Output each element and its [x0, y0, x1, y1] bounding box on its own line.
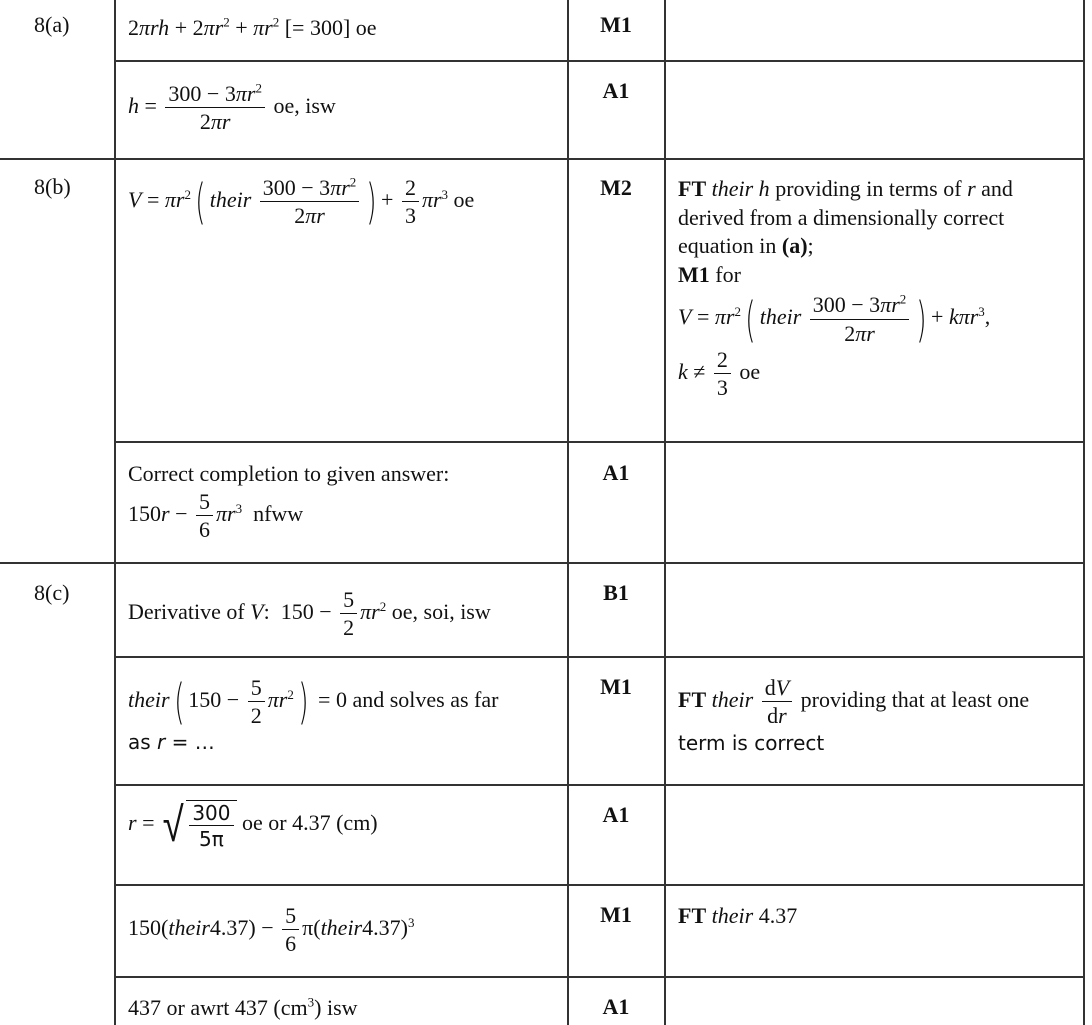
column-divider: [567, 0, 569, 1025]
column-divider: [114, 0, 116, 1025]
row-divider: [114, 884, 1084, 886]
answer-cell: Derivative of V: 150 − $\frac{5}{2}$ $\pi r^2$ oe, soi, isw: [128, 587, 491, 641]
row-divider: [0, 158, 1084, 160]
answer-line: Correct completion to given answer:: [128, 461, 450, 486]
mark-code: A1: [602, 994, 630, 1019]
answer-cell: 437 or awrt 437 $(cm^3)$ isw: [128, 994, 358, 1020]
fraction: $\frac{300 - 3\pi r^2}{2\pi r}$: [260, 176, 360, 228]
row-divider: [114, 976, 1084, 978]
question-id: 8(a): [34, 12, 70, 37]
guidance-cell: FT their 4.37: [678, 903, 798, 928]
guidance-cell: [678, 175, 1082, 400]
math-expression: 150r − $\frac{5}{6}$ $\pi r^3$ nfww: [128, 488, 304, 542]
guidance-line: FT their $\frac{dV}{dr}$ providing that at least one: [678, 675, 1030, 729]
guidance-line: FT their h providing in terms of r and: [678, 176, 1013, 201]
square-root: √ $\frac{300}{5\pi}$: [160, 800, 237, 850]
guidance-line: M1 for: [678, 261, 741, 287]
guidance-line: equation in (a);: [678, 233, 814, 259]
question-id: 8(b): [34, 174, 71, 199]
answer-cell: $V = \pi r^2$( their $\frac{300 - 3\pi r^2}{2\pi r}$ ) + $\frac{2}{3}$ $\pi r^3$ oe: [128, 174, 475, 231]
fraction: $\frac{dV}{dr}$: [762, 676, 792, 728]
answer-cell: [128, 14, 558, 42]
guidance-condition: k ≠ $\frac{2}{3}$ oe: [678, 346, 761, 400]
row-divider: [114, 60, 1084, 62]
answer-tail: oe, isw: [273, 93, 336, 119]
row-divider: [0, 562, 1084, 564]
answer-cell: [128, 460, 558, 542]
answer-tail: oe: [453, 187, 475, 213]
guidance-cell: [678, 676, 1082, 756]
answer-line: as r = …: [128, 730, 215, 755]
math-expression: their( 150 − $\frac{5}{2}$ $\pi r^2) = 0$ and solves as far: [128, 674, 499, 731]
answer-cell: 150(their4.37) − $\frac{5}{6}$ π(their4.37)$^3$: [128, 903, 415, 957]
column-divider: [1083, 0, 1085, 1025]
row-divider: [114, 784, 1084, 786]
math-expression: $2\pi rh + 2\pi r^2 + \pi r^2$ [= 300]: [128, 14, 351, 40]
row-divider: [114, 656, 1084, 658]
answer-cell: [128, 676, 558, 755]
mark-code: M1: [600, 12, 632, 37]
question-id: 8(c): [34, 580, 70, 605]
answer-tail: oe: [355, 15, 377, 40]
mark-code: B1: [603, 580, 629, 605]
mark-code: M1: [600, 674, 632, 699]
fraction: $\frac{300 - 3\pi r^2}{2\pi r}$: [165, 82, 265, 134]
answer-cell: r = √ $\frac{300}{5\pi}$ oe or 4.37 (cm): [128, 797, 378, 853]
mark-code: M2: [600, 175, 632, 200]
row-divider: [114, 441, 1084, 443]
mark-code: M1: [600, 902, 632, 927]
column-divider: [664, 0, 666, 1025]
mark-code: A1: [602, 802, 630, 827]
guidance-line: derived from a dimensionally correct: [678, 204, 1005, 230]
guidance-formula: $V = \pi r^2$( their $\frac{300 - 3\pi r^2}{2\pi r}$ ) + kπr$^3$,: [678, 291, 991, 348]
guidance-line: term is correct: [678, 731, 825, 756]
fraction: $\frac{2}{3}$: [402, 176, 419, 228]
mark-code: A1: [602, 460, 630, 485]
mark-code: A1: [602, 78, 630, 103]
answer-cell: h = $\frac{300 - 3\pi r^2}{2\pi r}$ oe, isw: [128, 80, 336, 135]
